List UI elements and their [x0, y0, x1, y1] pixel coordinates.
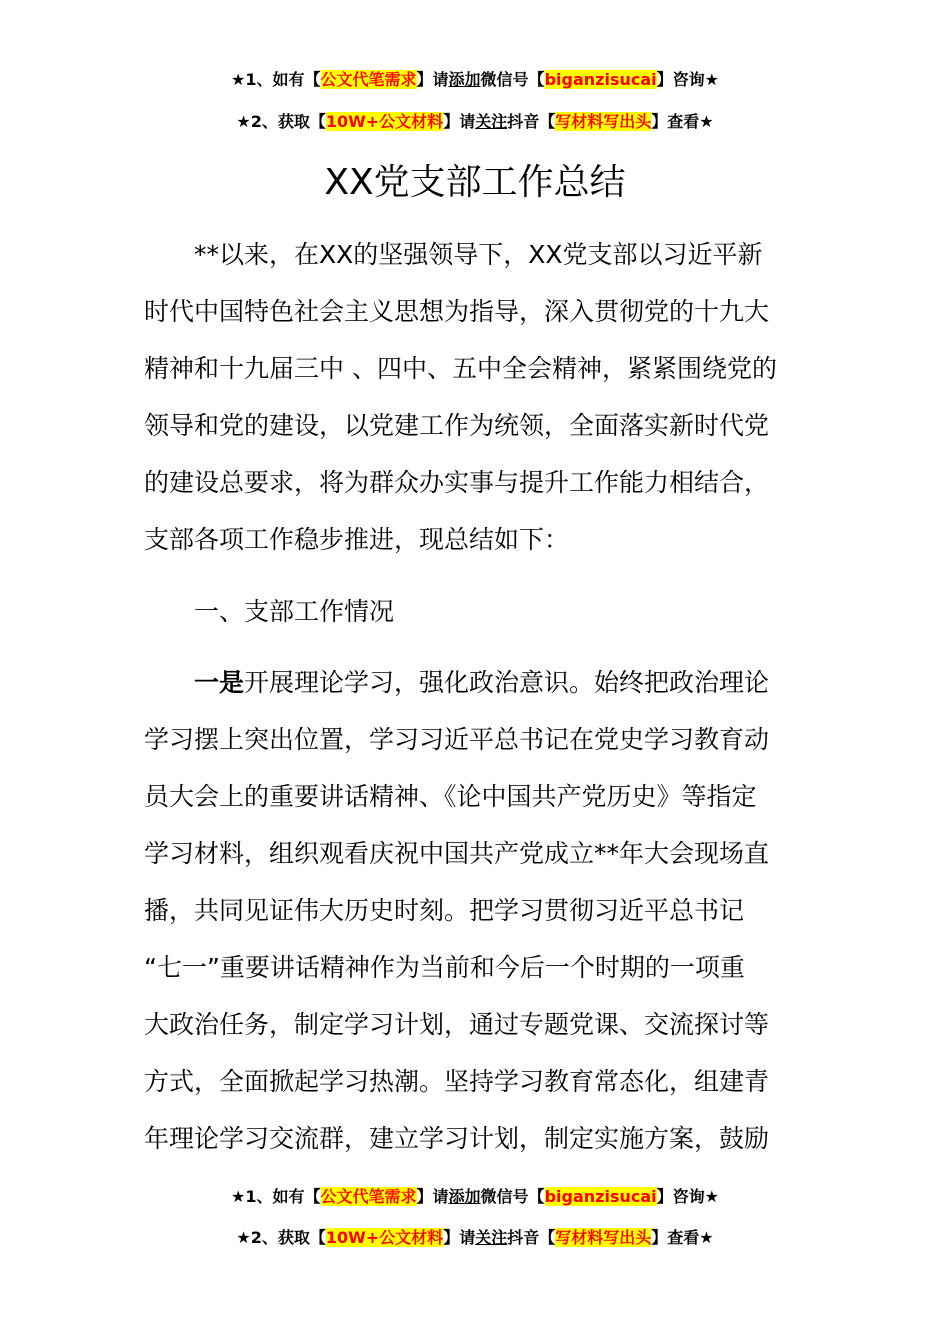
paragraph-line: 播，共同见证伟大历史时刻。把学习贯彻习近平总书记	[144, 896, 745, 925]
banner-highlight-douyin: 写材料写出头	[555, 1228, 652, 1247]
top-banner-line-2	[0, 110, 950, 134]
banner-text: ★2、获取【	[236, 112, 326, 131]
banner-text: ★2、获取【	[236, 1228, 326, 1247]
banner-underlined: 添加	[448, 1187, 481, 1206]
banner-underlined: 关注	[475, 1228, 508, 1247]
banner-underlined: 关注	[475, 112, 508, 131]
banner-underlined: 添加	[448, 70, 481, 89]
banner-highlight: 10W+公文材料	[325, 112, 444, 131]
banner-highlight-wechat: biganzisucai	[544, 70, 657, 89]
section-heading: 一、支部工作情况	[194, 597, 395, 626]
banner-text: 抖音【	[507, 1228, 556, 1247]
banner-text: 】请	[416, 1187, 449, 1206]
paragraph-line: “七一”重要讲话精神作为当前和今后一个时期的一项重	[144, 953, 745, 982]
bottom-banner-line-1	[0, 1185, 950, 1209]
banner-text: 微信号【	[480, 1187, 545, 1206]
paragraph-line: **以来，在XX的坚强领导下，XX党支部以习近平新	[194, 240, 763, 269]
paragraph-line: 的建设总要求，将为群众办实事与提升工作能力相结合，	[144, 468, 770, 497]
banner-text: ★1、如有【	[231, 70, 321, 89]
banner-highlight: 公文代笔需求	[320, 70, 417, 89]
paragraph-line: 方式，全面掀起学习热潮。坚持学习教育常态化，组建青	[144, 1067, 770, 1096]
banner-text: 】请	[416, 70, 449, 89]
paragraph-line: 大政治任务，制定学习计划，通过专题党课、交流探讨等	[144, 1010, 770, 1039]
banner-text: 】请	[443, 1228, 476, 1247]
banner-text: 】咨询★	[656, 1187, 719, 1206]
banner-highlight: 10W+公文材料	[325, 1228, 444, 1247]
banner-text: 微信号【	[480, 70, 545, 89]
banner-text: 抖音【	[507, 112, 556, 131]
paragraph-line: 学习材料，组织观看庆祝中国共产党成立**年大会现场直	[144, 839, 770, 868]
banner-highlight: 公文代笔需求	[320, 1187, 417, 1206]
page-title: XX党支部工作总结	[324, 162, 626, 203]
paragraph-line: 时代中国特色社会主义思想为指导，深入贯彻党的十九大	[144, 297, 770, 326]
banner-highlight-douyin: 写材料写出头	[555, 112, 652, 131]
paragraph-line: 年理论学习交流群，建立学习计划，制定实施方案，鼓励	[144, 1124, 770, 1153]
banner-text: 】咨询★	[656, 70, 719, 89]
paragraph-line: 学习摆上突出位置，学习习近平总书记在党史学习教育动	[144, 725, 770, 754]
point-first-line: 开展理论学习，强化政治意识。始终把政治理论	[244, 668, 770, 697]
point-lead: 一是	[194, 668, 245, 697]
bottom-banner-line-2	[0, 1226, 950, 1250]
banner-text: 】查看★	[651, 1228, 714, 1247]
banner-text: 】请	[443, 112, 476, 131]
paragraph-line: 支部各项工作稳步推进，现总结如下：	[144, 525, 570, 554]
paragraph-line	[144, 654, 804, 711]
banner-text: ★1、如有【	[231, 1187, 321, 1206]
point-one-paragraph	[144, 654, 804, 1167]
top-banner-line-1	[0, 68, 950, 92]
intro-paragraph	[144, 226, 804, 568]
banner-text: 】查看★	[651, 112, 714, 131]
banner-highlight-wechat: biganzisucai	[544, 1187, 657, 1206]
paragraph-line: 员大会上的重要讲话精神、《论中国共产党历史》等指定	[144, 782, 757, 811]
paragraph-line: 精神和十九届三中 、四中、五中全会精神，紧紧围绕党的	[144, 354, 777, 383]
paragraph-line: 领导和党的建设，以党建工作为统领，全面落实新时代党	[144, 411, 770, 440]
